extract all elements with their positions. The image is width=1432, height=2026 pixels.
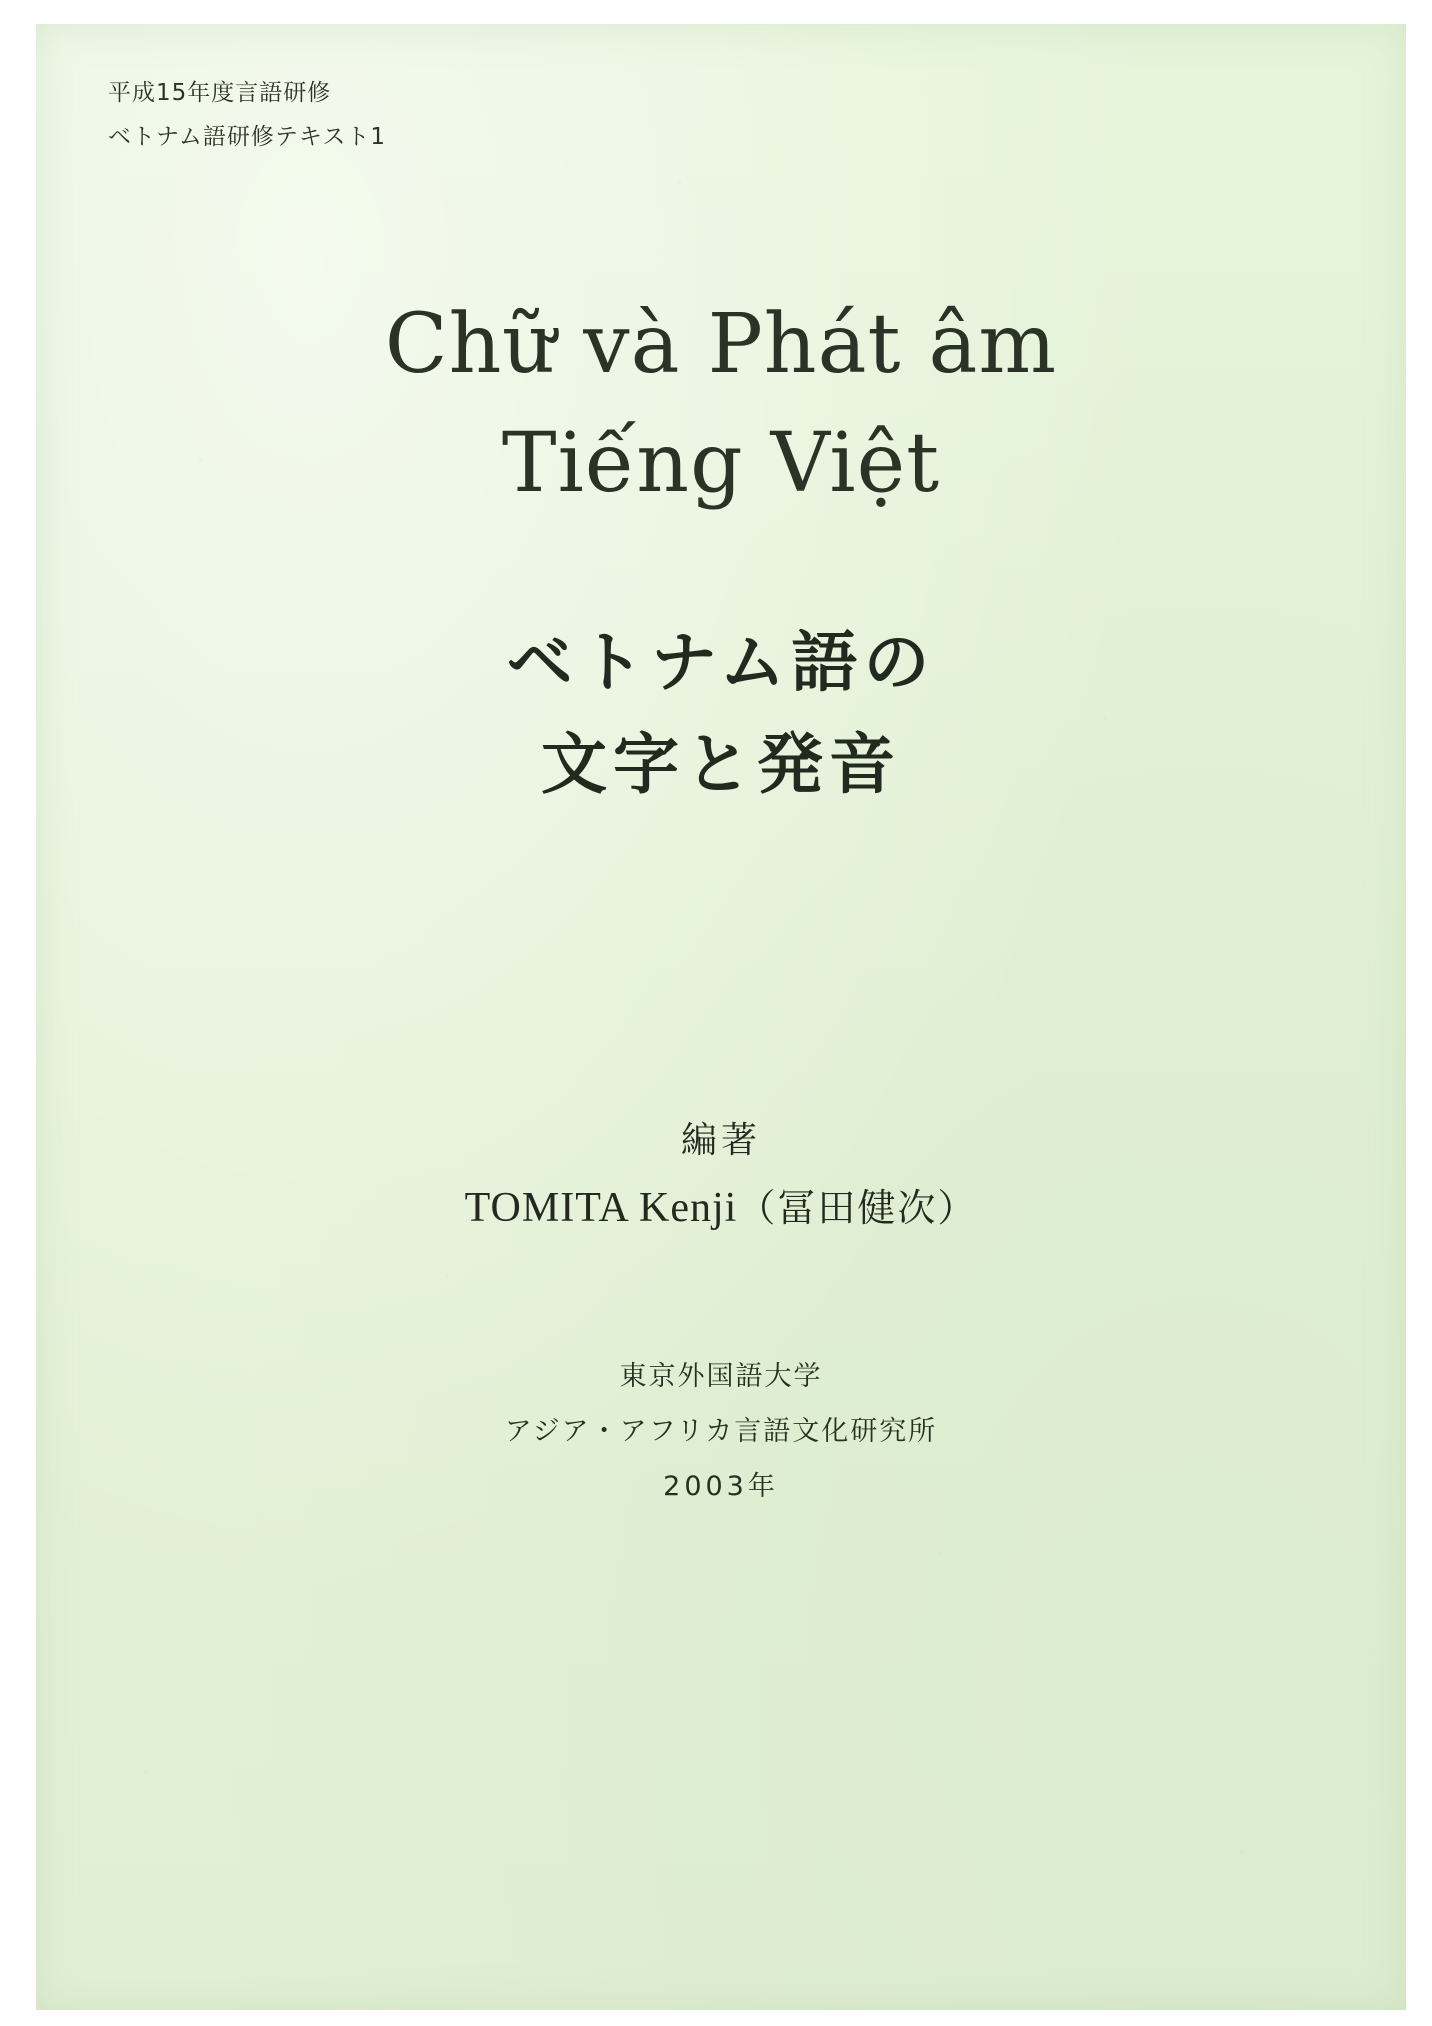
title-vietnamese-line-1: Chữ và Phát âm <box>384 297 1058 392</box>
title-vietnamese-line-2: Tiếng Việt <box>501 415 941 511</box>
title-japanese-line-1: ベトナム語の <box>506 624 936 701</box>
author-role-label: 編著 <box>680 1120 761 1161</box>
title-vietnamese <box>36 286 1406 524</box>
book-cover <box>36 24 1406 2010</box>
publication-year: 2003年 <box>663 1471 779 1502</box>
author-name-japanese: （冨田健次） <box>737 1186 978 1230</box>
series-line-year: 平成15年度言語研修 <box>108 80 332 106</box>
title-japanese-line-2: 文字と発音 <box>541 726 901 804</box>
author-credit <box>36 1112 1406 1232</box>
publisher-institute: アジア・アフリカ言語文化研究所 <box>504 1416 938 1447</box>
author-name-roman: TOMITA Kenji <box>464 1185 738 1231</box>
author-name <box>36 1177 1406 1232</box>
series-line-textbook: ベトナム語研修テキスト1 <box>108 123 387 150</box>
title-japanese <box>36 612 1406 817</box>
series-info <box>108 72 386 159</box>
publisher-info <box>36 1354 1406 1503</box>
publisher-university: 東京外国語大学 <box>619 1361 823 1392</box>
